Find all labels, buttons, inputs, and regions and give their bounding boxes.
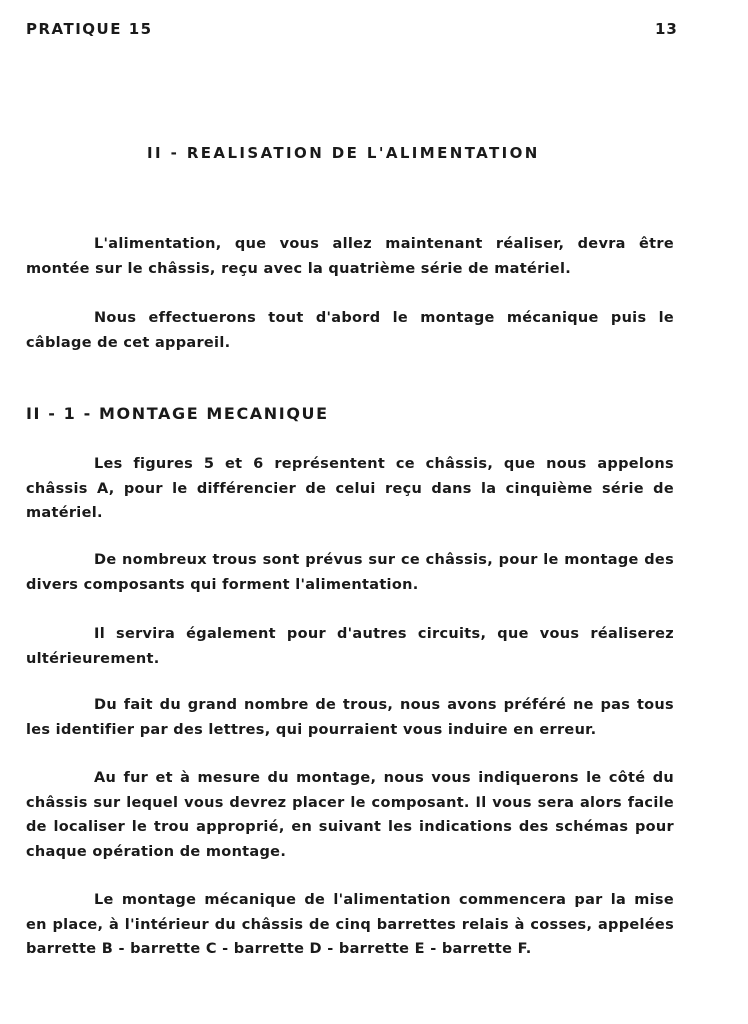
running-header: PRATIQUE 15 [26, 20, 153, 38]
section-title: II - REALISATION DE L'ALIMENTATION [147, 144, 540, 162]
paragraph-intro-2: Nous effectuerons tout d'abord le montage mécanique puis le câblage de cet appareil. [26, 310, 674, 351]
paragraph-montage-2: De nombreux trous sont prévus sur ce châssis, pour le montage des divers composants qui forment l'alimentation. [26, 552, 674, 593]
paragraph-intro-1: L'alimentation, que vous allez maintenant réaliser, devra être montée sur le châssis, reçu avec la quatrième série de matériel. [26, 236, 674, 277]
page-number: 13 [655, 20, 678, 38]
paragraph-montage-4: Du fait du grand nombre de trous, nous avons préféré ne pas tous les identifier par des lettres, qui pourraient vous induire en erreur. [26, 697, 674, 738]
subsection-title: II - 1 - MONTAGE MECANIQUE [26, 404, 329, 423]
paragraph-montage-1: Les figures 5 et 6 représentent ce châssis, que nous appelons châssis A, pour le différencier de celui reçu dans la cinquième série de matériel. [26, 456, 674, 521]
paragraph-montage-3: Il servira également pour d'autres circuits, que vous réaliserez ultérieurement. [26, 626, 674, 667]
paragraph-montage-5: Au fur et à mesure du montage, nous vous indiquerons le côté du châssis sur lequel vous devrez placer le composant. Il vous sera alors facile de localiser le trou approprié, en suivant les indications des schémas pour chaque opération de montage. [26, 770, 674, 860]
paragraph-montage-6: Le montage mécanique de l'alimentation commencera par la mise en place, à l'intérieur du châssis de cinq barrettes relais à cosses, appelées barrette B - barrette C - barrette D - barrette E - barrette F. [26, 892, 674, 957]
